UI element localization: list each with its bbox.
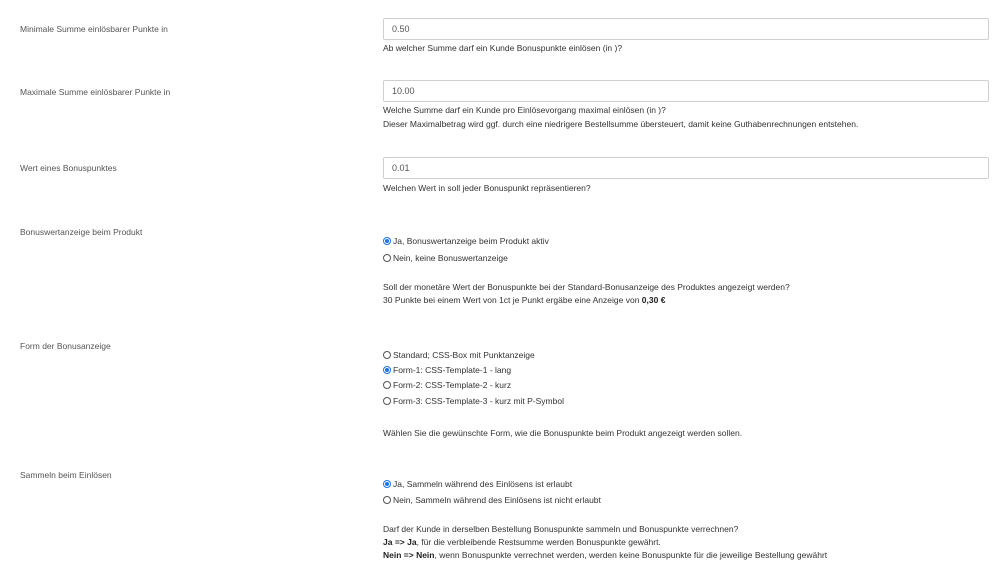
radio-label: Form-1: CSS-Template-1 - lang <box>393 365 512 375</box>
radio-unselected-icon <box>383 254 391 262</box>
radio-unselected-icon <box>383 351 391 359</box>
min-sum-help: Ab welcher Summe darf ein Kunde Bonuspunkte einlösen (in )? <box>383 43 623 53</box>
radio-label: Nein, Sammeln während des Einlösens ist nicht erlaubt <box>393 495 601 505</box>
radio-label: Form-2: CSS-Template-2 - kurz <box>393 380 512 390</box>
radio-unselected-icon <box>383 381 391 389</box>
radio-unselected-icon <box>383 496 391 504</box>
radio-label: Ja, Sammeln während des Einlösens ist erlaubt <box>393 479 573 489</box>
collect-yes-bold: Ja => Ja <box>383 537 417 547</box>
point-value-input[interactable] <box>383 157 989 179</box>
bonus-display-help-2: 30 Punkte bei einem Wert von 1ct je Punkt ergäbe eine Anzeige von 0,30 € <box>383 295 666 305</box>
max-sum-label: Maximale Summe einlösbarer Punkte in <box>20 87 171 97</box>
min-sum-input[interactable] <box>383 18 989 40</box>
radio-selected-icon <box>383 366 391 374</box>
bonus-form-help: Wählen Sie die gewünschte Form, wie die Bonuspunkte beim Produkt angezeigt werden sollen. <box>383 428 743 438</box>
radio-bonus-form-1[interactable] <box>383 365 511 375</box>
radio-label: Nein, keine Bonuswertanzeige <box>393 253 508 263</box>
min-sum-label: Minimale Summe einlösbarer Punkte in <box>20 24 168 34</box>
radio-bonus-display-yes[interactable] <box>383 236 549 246</box>
radio-bonus-display-no[interactable] <box>383 253 508 263</box>
radio-label: Standard; CSS-Box mit Punktanzeige <box>393 350 535 360</box>
radio-bonus-form-2[interactable] <box>383 380 511 390</box>
max-sum-input[interactable] <box>383 80 989 102</box>
radio-label: Form-3: CSS-Template-3 - kurz mit P-Symbol <box>393 396 564 406</box>
bonus-display-help-1: Soll der monetäre Wert der Bonuspunkte bei der Standard-Bonusanzeige des Produktes angezeigt werden? <box>383 282 790 292</box>
point-value-label: Wert eines Bonuspunktes <box>20 163 117 173</box>
collect-help-2: Ja => Ja, für die verbleibende Restsumme werden Bonuspunkte gewährt. <box>383 537 661 547</box>
max-sum-help-1: Welche Summe darf ein Kunde pro Einlösevorgang maximal einlösen (in )? <box>383 105 666 115</box>
radio-bonus-form-standard[interactable] <box>383 350 535 360</box>
radio-unselected-icon <box>383 397 391 405</box>
collect-help-1: Darf der Kunde in derselben Bestellung Bonuspunkte sammeln und Bonuspunkte verrechnen? <box>383 524 739 534</box>
radio-selected-icon <box>383 237 391 245</box>
example-value: 0,30 € <box>641 295 666 305</box>
collect-no-bold: Nein => Nein <box>383 550 435 560</box>
point-value-help: Welchen Wert in soll jeder Bonuspunkt repräsentieren? <box>383 183 591 193</box>
radio-label: Ja, Bonuswertanzeige beim Produkt aktiv <box>393 236 549 246</box>
collect-label: Sammeln beim Einlösen <box>20 470 112 480</box>
radio-bonus-form-3[interactable] <box>383 396 564 406</box>
radio-selected-icon <box>383 480 391 488</box>
radio-collect-no[interactable] <box>383 495 601 505</box>
bonus-form-label: Form der Bonusanzeige <box>20 341 111 351</box>
bonus-display-label: Bonuswertanzeige beim Produkt <box>20 227 143 237</box>
radio-collect-yes[interactable] <box>383 479 572 489</box>
max-sum-help-2: Dieser Maximalbetrag wird ggf. durch eine niedrigere Bestellsumme übersteuert, damit keine Guthabenrechnungen entstehen. <box>383 119 859 129</box>
collect-help-3: Nein => Nein, wenn Bonuspunkte verrechnet werden, werden keine Bonuspunkte für die jeweilige Bestellung gewährt <box>383 550 828 560</box>
